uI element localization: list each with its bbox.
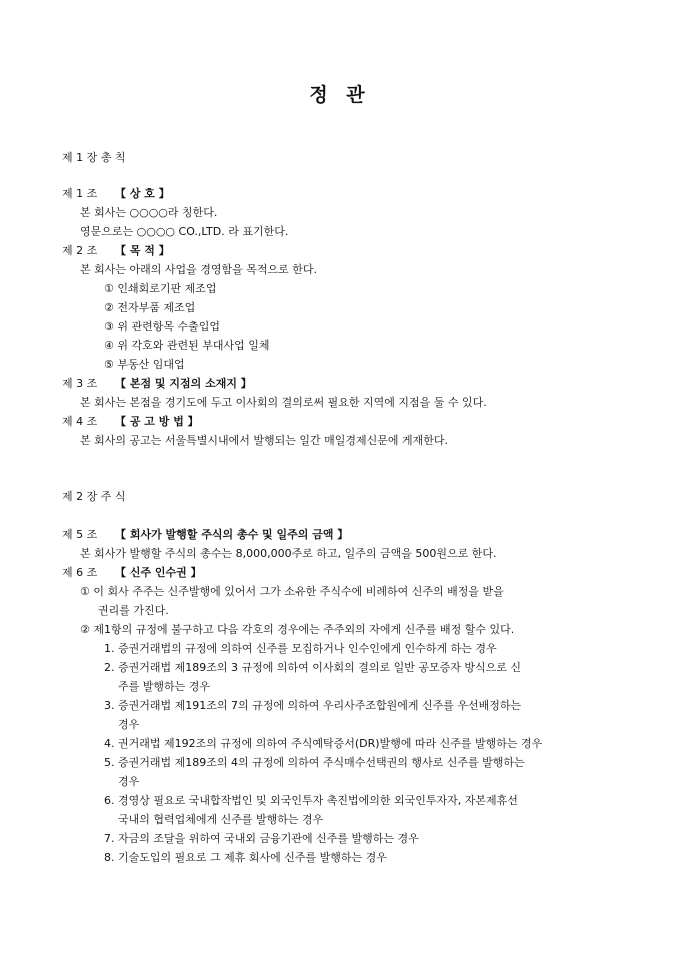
article-2-number: 제 2 조 xyxy=(62,244,98,257)
article-6-subitem: 3. 증권거래법 제191조의 7의 규정에 의하여 우리사주조합원에게 신주를 우선배정하는 xyxy=(104,699,522,712)
article-4-number: 제 4 조 xyxy=(62,415,98,428)
chapter-1-heading: 제 1 장 총 칙 xyxy=(62,151,126,164)
article-3-line-1: 본 회사는 본점을 경기도에 두고 이사회의 결의로써 필요한 지역에 지점을 둘 수 있다. xyxy=(80,396,487,409)
article-1-title: 【 상 호 】 xyxy=(115,187,170,200)
article-2-title: 【 목 적 】 xyxy=(115,244,170,257)
document-title: 정 관 xyxy=(309,84,371,106)
article-3-number: 제 3 조 xyxy=(62,377,98,390)
article-6-subitem: 5. 증권거래법 제189조의 4의 규정에 의하여 주식매수선택권의 행사로 신주를 발행하는 xyxy=(104,756,525,769)
article-6-paragraph-1: ① 이 회사 주주는 신주발행에 있어서 그가 소유한 주식수에 비례하여 신주의 배정을 받을 xyxy=(80,585,504,598)
article-5-number: 제 5 조 xyxy=(62,528,98,541)
article-2-line-1: 본 회사는 아래의 사업을 경영함을 목적으로 한다. xyxy=(80,263,317,276)
article-2-item: ⑤ 부동산 임대업 xyxy=(104,358,185,371)
article-4-title: 【 공 고 방 법 】 xyxy=(115,415,199,428)
chapter-2-heading: 제 2 장 주 식 xyxy=(62,490,126,503)
article-6-subitem-cont: 경우 xyxy=(118,718,140,731)
article-6-subitem-cont: 경우 xyxy=(118,775,140,788)
article-2-item: ① 인쇄회로기판 제조업 xyxy=(104,282,217,295)
article-6-subitem: 4. 권거래법 제192조의 규정에 의하여 주식예탁증서(DR)발행에 따라 신주를 발행하는 경우 xyxy=(104,737,543,750)
article-6-number: 제 6 조 xyxy=(62,566,98,579)
article-2-item: ② 전자부품 제조업 xyxy=(104,301,196,314)
article-3-title: 【 본점 및 지점의 소재지 】 xyxy=(115,377,252,390)
article-1-number: 제 1 조 xyxy=(62,187,98,200)
article-4-line-1: 본 회사의 공고는 서울특별시내에서 발행되는 일간 매일경제신문에 게재한다. xyxy=(80,434,449,447)
article-6-paragraph-1-cont: 권리를 가진다. xyxy=(98,604,169,617)
article-1-line-2: 영문으로는 ○○○○ CO.,LTD. 라 표기한다. xyxy=(80,225,289,238)
article-5-line-1: 본 회사가 발행할 주식의 총수는 8,000,000주로 하고, 일주의 금액을 500원으로 한다. xyxy=(80,547,497,560)
article-6-subitem-cont: 주를 발행하는 경우 xyxy=(118,680,211,693)
article-6-subitem: 6. 경영상 필요로 국내합작법인 및 외국인투자 촉진법에의한 외국인투자자, 자본제휴선 xyxy=(104,794,518,807)
article-6-subitem: 2. 증권거래법 제189조의 3 규정에 의하여 이사회의 결의로 일반 공모증자 방식으로 신 xyxy=(104,661,521,674)
article-6-subitem: 1. 증권거래법의 규정에 의하여 신주를 모집하거나 인수인에게 인수하게 하는 경우 xyxy=(104,642,497,655)
article-6-subitem: 8. 기술도입의 필요로 그 제휴 회사에 신주를 발행하는 경우 xyxy=(104,851,387,864)
article-2-item: ④ 위 각호와 관련된 부대사업 일체 xyxy=(104,339,270,352)
article-6-subitem: 7. 자금의 조달을 위하여 국내외 금융기관에 신주를 발행하는 경우 xyxy=(104,832,419,845)
article-1-line-1: 본 회사는 ○○○○라 칭한다. xyxy=(80,206,218,219)
article-6-subitem-cont: 국내의 협력업체에게 신주를 발행하는 경우 xyxy=(118,813,324,826)
article-5-title: 【 회사가 발행할 주식의 총수 및 일주의 금액 】 xyxy=(115,528,349,541)
article-6-title: 【 신주 인수권 】 xyxy=(115,566,202,579)
article-6-paragraph-2: ② 제1항의 규정에 불구하고 다음 각호의 경우에는 주주외의 자에게 신주를 배정 할수 있다. xyxy=(80,623,515,636)
article-2-item: ③ 위 관련항목 수출입업 xyxy=(104,320,220,333)
